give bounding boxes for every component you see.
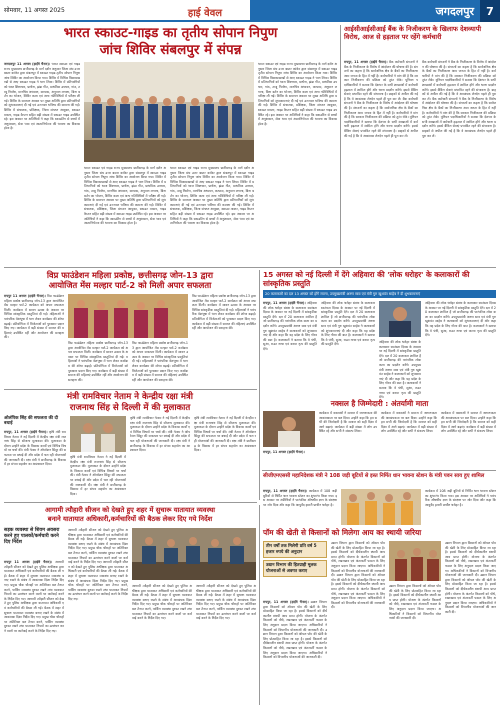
headline-antaryami: नक्सल है जिम्मेदारी : अंतर्यामी माता: [330, 399, 429, 408]
story-vipra-body-col4: विप्र फाउंडेशन महिला प्रकोष्ठ छत्तीसगढ़ जोन-13 द्वारा आयोजित मेंस मल्हार पार्ट-2 कार्यक्रम को अपार सफलता मिली। कार्यक्रम में सावन उत्सव के अवसर पर विभिन्न सांस्कृतिक प्रस्तुतियां दी गई। महिलाओं ने पारंपरिक वेशभूषा में भाग लेकर कार्यक्रम की शोभा बढ़ाई। प्रतियोगिता में विजेताओं को पुरस्कार प्रदान किए गए। कार्यक्रम में बड़ी संख्या में समाज की महिलाएं उपस्थित रहीं और आयोजन की सराहना की।: [192, 294, 256, 331]
story-palm-body-col1: रायपुर, 11 अगस्त (हाईवे चैनल)। उद्यान विभाग द्वारा किसानों को ऑयल पॉम की खेती के लिए प्रोत्साहित किया जा रहा है। इससे किसानों को दीर्घकालीन स्थायी आय प्राप्त होगी। योजना के अंतर्गत किसानों को पौधे, रखरखाव एवं अंतरवर्ती फसल के लिए अनुदान प्रदान किया जाएगा। अधिकारियों ने किसानों को विभागीय योजनाओं की जानकारी दी। उद्यान विभाग द्वारा किसानों को ऑयल पॉम की खेती के लिए प्रोत्साहित किया जा रहा है। इससे किसानों को दीर्घकालीन स्थायी आय प्राप्त होगी। योजना के अंतर्गत किसानों को पौधे, रखरखाव एवं अंतरवर्ती फसल के लिए अनुदान प्रदान किया जाएगा। अधिकारियों ने किसानों को विभागीय योजनाओं की जानकारी दी।: [263, 600, 327, 660]
story-herbal-body-col2: कार्यक्रम में 108 जड़ी बूटियों से निर्मित धान भावना स्टेशन का शुभारंभ किया गया। इस अवसर पर अतिथियों ने पारंपरिक औषधीय ज्ञान के संरक्षण पर जोर दिया और कहा कि आयुर्वेद हमारी प्राचीन धरोहर है।: [425, 489, 496, 507]
story-palm-body-col4: उद्यान विभाग द्वारा किसानों को ऑयल पॉम की खेती के लिए प्रोत्साहित किया जा रहा है। इससे किसानों को दीर्घकालीन स्थायी आय प्राप्त होगी। योजना के अंतर्गत किसानों को पौधे, रखरखाव एवं अंतरवर्ती फसल के लिए अनुदान प्रदान किया जाएगा। अधिकारियों ने किसानों को विभागीय योजनाओं की जानकारी दी। उद्यान विभाग द्वारा किसानों को ऑयल पॉम की खेती के लिए प्रोत्साहित किया जा रहा है। इससे किसानों को दीर्घकालीन स्थायी आय प्राप्त होगी। योजना के अंतर्गत किसानों को पौधे, रखरखाव एवं अंतरवर्ती फसल के लिए अनुदान प्रदान किया जाएगा। अधिकारियों ने किसानों को विभागीय योजनाओं की जानकारी दी।: [445, 541, 496, 614]
photo-vipra-event: [68, 294, 188, 338]
subhead-palm-2: उद्यान विभाग की हितग्राही मूलक योजनाओं से अवगत कराए: [263, 560, 327, 577]
story-lok-body-col1: रायपुर, 11 अगस्त (हाईवे चैनल)। अहिवारा की लोक धरोहर संस्था के कलाकार स्वतंत्रता दिवस के अवसर पर नई दिल्ली में सांस्कृतिक प्रस्तुति देंगे। दल में 20 कलाकार शामिल हैं जो छत्तीसगढ़ की पारंपरिक लोक कला का प्रदर्शन करेंगे। उपमुख्यमंत्री अरुण साव एवं मंत्री गुरु खुशवंत साहेब ने कलाकारों को शुभकामनाएं दी और कहा कि यह प्रदेश के लिए गौरव की बात है। कलाकारों ने बताया कि वे पंथी, सुआ, राउत नाचा एवं करमा नृत्य की प्रस्तुति देंगे।: [263, 301, 317, 351]
subhead-palm-1: तीन वर्षों तक मिलेगी प्रति वर्ष 5 हजार रुपये की अनुदान: [263, 541, 327, 558]
story-antaryami-body-col4: कार्यक्रम में वक्ताओं ने समाज में जागरूकता की आवश्यकता पर बल दिया। उन्होंने कहा कि हम सभी की जिम्मेदारी है कि समाज को सही दिशा में आगे बढ़ाएं। कार्यक्रम में बड़ी संख्या में लोग उपस्थित रहे और सभी ने संकल्प लिया।: [441, 411, 496, 434]
story-bank-strike: [344, 25, 496, 41]
story-lok-dharohar: [263, 270, 496, 288]
page-header: [0, 0, 500, 22]
story-scout-body-col2: भारत स्काउट एवं गाइड राज्य मुख्यालय छत्तीसगढ़ के मार्ग दर्शन अनुसार जिला संघ उत्तर बस्तर कांकेर द्वारा संबलपुर में स्काउट गाइड तृतीय सोपान निपुण जांच शिविर का आयोजन किया गया। शिविर में विभिन्न विकासखण्डों से आए स्काउट गाइड ने भाग लिया। शिविर में प्रतिभागियों को ध्वज शिष्टाचार, प्रार्थना, झंडा गीत, प्राथमिक उपचार, गांठ, तम्बू निर्माण, मानचित्र अध्ययन, कम्पास, अनुमान लगाना, बिना बर्तन का भोजन, शिविर कला एवं अन्य गतिविधियों में परीक्षा ली गई। शिविर के समापन अवसर पर मुख्य अतिथि द्वारा प्रतिभागियों को शुभकामनाएं दी गई एवं उज्ज्वल भविष्य की कामना की गई। शिविर में संचालक, प्रशिक्षक, जिला संगठन आयुक्त, स्काउट मास्टर, गाइड कैप्टन सहित बड़ी संख्या में स्काउट गाइड उपस्थित रहे। इस अवसर पर अतिथियों ने कहा कि स्काउटिंग से बच्चों में अनुशासन, सेवा भाव एवं आत्मनिर्भरता की भावना का विकास होता है।: [84, 166, 167, 226]
story-lok-body-col2: अहिवारा की लोक धरोहर संस्था के कलाकार स्वतंत्रता दिवस के अवसर पर नई दिल्ली में सांस्कृतिक प्रस्तुति देंगे। दल में 20 कलाकार शामिल हैं जो छत्तीसगढ़ की पारंपरिक लोक कला का प्रदर्शन करेंगे। उपमुख्यमंत्री अरुण साव एवं मंत्री गुरु खुशवंत साहेब ने कलाकारों को शुभकामनाएं दी और कहा कि यह प्रदेश के लिए गौरव की बात है। कलाकारों ने बताया कि वे पंथी, सुआ, राउत नाचा एवं करमा नृत्य की प्रस्तुति देंगे।: [321, 301, 375, 347]
story-bank-body-col2: बैंक कर्मचारी संगठनों ने बैंक के निजीकरण के विरोध में आंदोलन की घोषणा की है। संगठनों का कहना है कि सार्वजनिक क्षेत्र के बैंकों का निजीकरण आम जनता के हित में नहीं है। कर्मचारियों ने मांग की है कि सरकार निजीकरण की प्रक्रिया को तुरंत रोके। यूनियन पदाधिकारियों ने बताया कि देशभर के सभी शाखाओं में कर्मचारी हड़ताल में शामिल होंगे और धरना प्रदर्शन करेंगे। इससे बैंकिंग सेवाएं प्रभावित रहने की संभावना है। ग्राहकों से अपील की गई है कि वे आवश्यक लेनदेन पहले ही पूरा कर लें। बैंक कर्मचारी संगठनों ने बैंक के निजीकरण के विरोध में आंदोलन की घोषणा की है। संगठनों का कहना है कि सार्वजनिक क्षेत्र के बैंकों का निजीकरण आम जनता के हित में नहीं है। कर्मचारियों ने मांग की है कि सरकार निजीकरण की प्रक्रिया को तुरंत रोके। यूनियन पदाधिकारियों ने बताया कि देशभर के सभी शाखाओं में कर्मचारी हड़ताल में शामिल होंगे और धरना प्रदर्शन करेंगे। इससे बैंकिंग सेवाएं प्रभावित रहने की संभावना है। ग्राहकों से अपील की गई है कि वे आवश्यक लेनदेन पहले ही पूरा कर लें।: [422, 60, 496, 138]
horizontal-divider: [262, 470, 496, 471]
horizontal-divider: [4, 389, 257, 390]
city-band: [250, 0, 480, 22]
horizontal-divider: [4, 502, 257, 503]
photo-lok-artists: [379, 301, 421, 337]
story-palm-body-col3: उद्यान विभाग द्वारा किसानों को ऑयल पॉम की खेती के लिए प्रोत्साहित किया जा रहा है। इससे किसानों को दीर्घकालीन स्थायी आय प्राप्त होगी। योजना के अंतर्गत किसानों को पौधे, रखरखाव एवं अंतरवर्ती फसल के लिए अनुदान प्रदान किया जाएगा। अधिकारियों ने किसानों को विभागीय योजनाओं की जानकारी दी।: [389, 584, 441, 621]
story-traffic: [4, 506, 256, 525]
headline-bank-strike: आईसीआईसीआई बैंक के निजीकरण के खिलाफ देशव्यापी विरोध, आज से हड़ताल पर रहेंगे कर्मचारी: [344, 25, 482, 42]
story-antaryami-body-col2: कार्यक्रम में वक्ताओं ने समाज में जागरूकता की आवश्यकता पर बल दिया। उन्होंने कहा कि हम सभी की जिम्मेदारी है कि समाज को सही दिशा में आगे बढ़ाएं। कार्यक्रम में बड़ी संख्या में लोग उपस्थित रहे और सभी ने संकल्प लिया।: [319, 411, 377, 434]
city-name: जगदलपुर: [435, 4, 474, 18]
story-traffic-body-col4: आगामी त्यौहारी सीजन को देखते हुए पुलिस अधीक्षक द्वारा यातायात अधिकारी एवं कर्मचारियों की बैठक ली गई। बैठक में शहर में सुचारू यातायात व्यवस्था बनाए रखने के संबंध में आवश्यक दिशा निर्देश दिए गए। प्रमुख चौक चौराहों पर अतिरिक्त बल तैनात करने, पार्किंग व्यवस्था दुरुस्त रखने तथा यातायात नियमों का उल्लंघन करने वालों पर कार्रवाई करने के निर्देश दिए गए।: [196, 584, 256, 621]
story-vipra-foundation: [4, 270, 256, 291]
masthead: हाई वेवल: [160, 0, 250, 22]
story-netam-body-col2: कृषि मंत्री रामविचार नेताम ने नई दिल्ली में केन्द्रीय रक्षा मंत्री राजनाथ सिंह से सौजन्य मुलाकात की। मुलाकात के दौरान उन्होंने प्रदेश के विकास कार्यों एवं विभिन्न विषयों पर चर्चा की। मंत्री नेताम ने ऑपरेशन सिंदूर की सफलता पर बधाई दी और प्रदेश में चल रही योजनाओं की जानकारी दी। रक्षा मंत्री ने छत्तीसगढ़ के विकास में हर संभव सहयोग का आश्वासन दिया।: [70, 455, 126, 496]
story-scout-body-col1: जगदलपुर 11 अगस्त (हाईवे चैनल)। भारत स्काउट एवं गाइड राज्य मुख्यालय छत्तीसगढ़ के मार्ग दर्शन अनुसार जिला संघ उत्तर बस्तर कांकेर द्वारा संबलपुर में स्काउट गाइड तृतीय सोपान निपुण जांच शिविर का आयोजन किया गया। शिविर में विभिन्न विकासखण्डों से आए स्काउट गाइड ने भाग लिया। शिविर में प्रतिभागियों को ध्वज शिष्टाचार, प्रार्थना, झंडा गीत, प्राथमिक उपचार, गांठ, तम्बू निर्माण, मानचित्र अध्ययन, कम्पास, अनुमान लगाना, बिना बर्तन का भोजन, शिविर कला एवं अन्य गतिविधियों में परीक्षा ली गई। शिविर के समापन अवसर पर मुख्य अतिथि द्वारा प्रतिभागियों को शुभकामनाएं दी गई एवं उज्ज्वल भविष्य की कामना की गई। शिविर में संचालक, प्रशिक्षक, जिला संगठन आयुक्त, स्काउट मास्टर, गाइड कैप्टन सहित बड़ी संख्या में स्काउट गाइड उपस्थित रहे। इस अवसर पर अतिथियों ने कहा कि स्काउटिंग से बच्चों में अनुशासन, सेवा भाव एवं आत्मनिर्भरता की भावना का विकास होता है।: [4, 62, 80, 131]
headline-traffic: आगामी त्यौहारी सीजन को देखते हुए शहर में सुचारू यातायात व्यवस्था बनाने यातायात अधिकारी,कर्मचारियों की बैठक लेकर दिए गये निर्देश: [45, 506, 215, 524]
story-palm-body-col2: उद्यान विभाग द्वारा किसानों को ऑयल पॉम की खेती के लिए प्रोत्साहित किया जा रहा है। इससे किसानों को दीर्घकालीन स्थायी आय प्राप्त होगी। योजना के अंतर्गत किसानों को पौधे, रखरखाव एवं अंतरवर्ती फसल के लिए अनुदान प्रदान किया जाएगा। अधिकारियों ने किसानों को विभागीय योजनाओं की जानकारी दी। उद्यान विभाग द्वारा किसानों को ऑयल पॉम की खेती के लिए प्रोत्साहित किया जा रहा है। इससे किसानों को दीर्घकालीन स्थायी आय प्राप्त होगी। योजना के अंतर्गत किसानों को पौधे, रखरखाव एवं अंतरवर्ती फसल के लिए अनुदान प्रदान किया जाएगा। अधिकारियों ने किसानों को विभागीय योजनाओं की जानकारी दी।: [331, 541, 385, 610]
story-antaryami-body-col3: कार्यक्रम में वक्ताओं ने समाज में जागरूकता की आवश्यकता पर बल दिया। उन्होंने कहा कि हम सभी की जिम्मेदारी है कि समाज को सही दिशा में आगे बढ़ाएं। कार्यक्रम में बड़ी संख्या में लोग उपस्थित रहे और सभी ने संकल्प लिया।: [381, 411, 437, 434]
subhead-netam: ओलंपिक सिंह की सफलता की दी बधाई: [4, 416, 59, 427]
story-traffic-body-col2: आगामी त्यौहारी सीजन को देखते हुए पुलिस अधीक्षक द्वारा यातायात अधिकारी एवं कर्मचारियों की बैठक ली गई। बैठक में शहर में सुचारू यातायात व्यवस्था बनाए रखने के संबंध में आवश्यक दिशा निर्देश दिए गए। प्रमुख चौक चौराहों पर अतिरिक्त बल तैनात करने, पार्किंग व्यवस्था दुरुस्त रखने तथा यातायात नियमों का उल्लंघन करने वालों पर कार्रवाई करने के निर्देश दिए गए। आगामी त्यौहारी सीजन को देखते हुए पुलिस अधीक्षक द्वारा यातायात अधिकारी एवं कर्मचारियों की बैठक ली गई। बैठक में शहर में सुचारू यातायात व्यवस्था बनाए रखने के संबंध में आवश्यक दिशा निर्देश दिए गए। प्रमुख चौक चौराहों पर अतिरिक्त बल तैनात करने, पार्किंग व्यवस्था दुरुस्त रखने तथा यातायात नियमों का उल्लंघन करने वालों पर कार्रवाई करने के निर्देश दिए गए।: [68, 528, 128, 601]
horizontal-divider: [4, 267, 496, 268]
story-herbal-body-col1: रायपुर, 11 अगस्त (हाईवे चैनल)। कार्यक्रम में 108 जड़ी बूटियों से निर्मित धान भावना स्टेशन का शुभारंभ किया गया। इस अवसर पर अतिथियों ने पारंपरिक औषधीय ज्ञान के संरक्षण पर जोर दिया और कहा कि आयुर्वेद हमारी प्राचीन धरोहर है।: [263, 489, 337, 507]
column-divider: [259, 505, 260, 705]
headline-vipra-foundation: विप्र फाउंडेशन महिला प्रकोष्ठ, छत्तीसगढ़ जोन-13 द्वारा आयोजित मेंस मल्हार पार्ट-2 को मिली अपार सफलता: [46, 270, 214, 291]
story-vipra-body-col2: विप्र फाउंडेशन महिला प्रकोष्ठ छत्तीसगढ़ जोन-13 द्वारा आयोजित मेंस मल्हार पार्ट-2 कार्यक्रम को अपार सफलता मिली। कार्यक्रम में सावन उत्सव के अवसर पर विभिन्न सांस्कृतिक प्रस्तुतियां दी गई। महिलाओं ने पारंपरिक वेशभूषा में भाग लेकर कार्यक्रम की शोभा बढ़ाई। प्रतियोगिता में विजेताओं को पुरस्कार प्रदान किए गए। कार्यक्रम में बड़ी संख्या में समाज की महिलाएं उपस्थित रहीं और आयोजन की सराहना की।: [68, 341, 128, 382]
subhead-palm-box: [263, 541, 327, 577]
photo-netam-rajnath: [70, 416, 126, 452]
subhead-lok-dharohar: 20 कलाकारों का दल 13 अगस्त को होंगे रवाना, उपमुख्यमंत्री अरुण साव एवं मंत्री गुरु खुशवंत साहेब ने दी शुभकामनाएं: [265, 292, 421, 296]
column-divider: [259, 270, 260, 500]
story-antaryami-body-col1: रायपुर, 11 अगस्त (हाईवे चैनल)।: [263, 450, 305, 454]
story-lok-body-col4: अहिवारा की लोक धरोहर संस्था के कलाकार स्वतंत्रता दिवस के अवसर पर नई दिल्ली में सांस्कृतिक प्रस्तुति देंगे। दल में 20 कलाकार शामिल हैं जो छत्तीसगढ़ की पारंपरिक लोक कला का प्रदर्शन करेंगे। उपमुख्यमंत्री अरुण साव एवं मंत्री गुरु खुशवंत साहेब ने कलाकारों को शुभकामनाएं दी और कहा कि यह प्रदेश के लिए गौरव की बात है। कलाकारों ने बताया कि वे पंथी, सुआ, राउत नाचा एवं करमा नृत्य की प्रस्तुति देंगे।: [425, 301, 496, 338]
story-scout-body-col4: भारत स्काउट एवं गाइड राज्य मुख्यालय छत्तीसगढ़ के मार्ग दर्शन अनुसार जिला संघ उत्तर बस्तर कांकेर द्वारा संबलपुर में स्काउट गाइड तृतीय सोपान निपुण जांच शिविर का आयोजन किया गया। शिविर में विभिन्न विकासखण्डों से आए स्काउट गाइड ने भाग लिया। शिविर में प्रतिभागियों को ध्वज शिष्टाचार, प्रार्थना, झंडा गीत, प्राथमिक उपचार, गांठ, तम्बू निर्माण, मानचित्र अध्ययन, कम्पास, अनुमान लगाना, बिना बर्तन का भोजन, शिविर कला एवं अन्य गतिविधियों में परीक्षा ली गई। शिविर के समापन अवसर पर मुख्य अतिथि द्वारा प्रतिभागियों को शुभकामनाएं दी गई एवं उज्ज्वल भविष्य की कामना की गई। शिविर में संचालक, प्रशिक्षक, जिला संगठन आयुक्त, स्काउट मास्टर, गाइड कैप्टन सहित बड़ी संख्या में स्काउट गाइड उपस्थित रहे। इस अवसर पर अतिथियों ने कहा कि स्काउटिंग से बच्चों में अनुशासन, सेवा भाव एवं आत्मनिर्भरता की भावना का विकास होता है।: [258, 62, 337, 126]
story-vipra-body-col3: विप्र फाउंडेशन महिला प्रकोष्ठ छत्तीसगढ़ जोन-13 द्वारा आयोजित मेंस मल्हार पार्ट-2 कार्यक्रम को अपार सफलता मिली। कार्यक्रम में सावन उत्सव के अवसर पर विभिन्न सांस्कृतिक प्रस्तुतियां दी गई। महिलाओं ने पारंपरिक वेशभूषा में भाग लेकर कार्यक्रम की शोभा बढ़ाई। प्रतियोगिता में विजेताओं को पुरस्कार प्रदान किए गए। कार्यक्रम में बड़ी संख्या में समाज की महिलाएं उपस्थित रहीं और आयोजन की सराहना की।: [132, 341, 188, 382]
headline-palm-farming: पॉम की खेती से किसानों को मिलेगा आय का स्थायी जरिया: [263, 528, 422, 537]
photo-traffic-meeting: [132, 528, 256, 580]
story-bank-body-col1: रायपुर, 11 अगस्त (हाईवे चैनल)। बैंक कर्मचारी संगठनों ने बैंक के निजीकरण के विरोध में आंदोलन की घोषणा की है। संगठनों का कहना है कि सार्वजनिक क्षेत्र के बैंकों का निजीकरण आम जनता के हित में नहीं है। कर्मचारियों ने मांग की है कि सरकार निजीकरण की प्रक्रिया को तुरंत रोके। यूनियन पदाधिकारियों ने बताया कि देशभर के सभी शाखाओं में कर्मचारी हड़ताल में शामिल होंगे और धरना प्रदर्शन करेंगे। इससे बैंकिंग सेवाएं प्रभावित रहने की संभावना है। ग्राहकों से अपील की गई है कि वे आवश्यक लेनदेन पहले ही पूरा कर लें। बैंक कर्मचारी संगठनों ने बैंक के निजीकरण के विरोध में आंदोलन की घोषणा की है। संगठनों का कहना है कि सार्वजनिक क्षेत्र के बैंकों का निजीकरण आम जनता के हित में नहीं है। कर्मचारियों ने मांग की है कि सरकार निजीकरण की प्रक्रिया को तुरंत रोके। यूनियन पदाधिकारियों ने बताया कि देशभर के सभी शाखाओं में कर्मचारी हड़ताल में शामिल होंगे और धरना प्रदर्शन करेंगे। इससे बैंकिंग सेवाएं प्रभावित रहने की संभावना है। ग्राहकों से अपील की गई है कि वे आवश्यक लेनदेन पहले ही पूरा कर लें।: [344, 60, 418, 138]
story-netam-body-col4: कृषि मंत्री रामविचार नेताम ने नई दिल्ली में केन्द्रीय रक्षा मंत्री राजनाथ सिंह से सौजन्य मुलाकात की। मुलाकात के दौरान उन्होंने प्रदेश के विकास कार्यों एवं विभिन्न विषयों पर चर्चा की। मंत्री नेताम ने ऑपरेशन सिंदूर की सफलता पर बधाई दी और प्रदेश में चल रही योजनाओं की जानकारी दी। रक्षा मंत्री ने छत्तीसगढ़ के विकास में हर संभव सहयोग का आश्वासन दिया।: [194, 416, 256, 453]
story-netam-rajnath: [4, 392, 256, 414]
story-netam-body-col3: कृषि मंत्री रामविचार नेताम ने नई दिल्ली में केन्द्रीय रक्षा मंत्री राजनाथ सिंह से सौजन्य मुलाकात की। मुलाकात के दौरान उन्होंने प्रदेश के विकास कार्यों एवं विभिन्न विषयों पर चर्चा की। मंत्री नेताम ने ऑपरेशन सिंदूर की सफलता पर बधाई दी और प्रदेश में चल रही योजनाओं की जानकारी दी। रक्षा मंत्री ने छत्तीसगढ़ के विकास में हर संभव सहयोग का आश्वासन दिया।: [130, 416, 190, 453]
headline-lok-dharohar: 15 अगस्त को नई दिल्ली में देंगे अहिवारा की 'लोक धरोहर' के कलाकारों की सांस्कृतिक प्रस्तुति: [263, 270, 470, 289]
headline-netam-rajnath: मंत्री रामविचार नेताम ने केन्द्रीय रक्षा मंत्री राजनाथ सिंह से दिल्ली में की मुलाकात: [67, 392, 193, 413]
photo-palm-officials: [389, 541, 441, 581]
story-scout-body-col3: भारत स्काउट एवं गाइड राज्य मुख्यालय छत्तीसगढ़ के मार्ग दर्शन अनुसार जिला संघ उत्तर बस्तर कांकेर द्वारा संबलपुर में स्काउट गाइड तृतीय सोपान निपुण जांच शिविर का आयोजन किया गया। शिविर में विभिन्न विकासखण्डों से आए स्काउट गाइड ने भाग लिया। शिविर में प्रतिभागियों को ध्वज शिष्टाचार, प्रार्थना, झंडा गीत, प्राथमिक उपचार, गांठ, तम्बू निर्माण, मानचित्र अध्ययन, कम्पास, अनुमान लगाना, बिना बर्तन का भोजन, शिविर कला एवं अन्य गतिविधियों में परीक्षा ली गई। शिविर के समापन अवसर पर मुख्य अतिथि द्वारा प्रतिभागियों को शुभकामनाएं दी गई एवं उज्ज्वल भविष्य की कामना की गई। शिविर में संचालक, प्रशिक्षक, जिला संगठन आयुक्त, स्काउट मास्टर, गाइड कैप्टन सहित बड़ी संख्या में स्काउट गाइड उपस्थित रहे। इस अवसर पर अतिथियों ने कहा कि स्काउटिंग से बच्चों में अनुशासन, सेवा भाव एवं आत्मनिर्भरता की भावना का विकास होता है।: [170, 166, 254, 226]
story-netam-body-col1: रायपुर, 11 अगस्त (हाईवे चैनल)। कृषि मंत्री रामविचार नेताम ने नई दिल्ली में केन्द्रीय रक्षा मंत्री राजनाथ सिंह से सौजन्य मुलाकात की। मुलाकात के दौरान उन्होंने प्रदेश के विकास कार्यों एवं विभिन्न विषयों पर चर्चा की। मंत्री नेताम ने ऑपरेशन सिंदूर की सफलता पर बधाई दी और प्रदेश में चल रही योजनाओं की जानकारी दी। रक्षा मंत्री ने छत्तीसगढ़ के विकास में हर संभव सहयोग का आश्वासन दिया।: [4, 430, 66, 467]
subhead-lok-dharohar-band: [263, 290, 496, 298]
story-vipra-body-col1: रायपुर 11 अगस्त (हाईवे चैनल)। विप्र फाउंडेशन महिला प्रकोष्ठ छत्तीसगढ़ जोन-13 द्वारा आयोजित मेंस मल्हार पार्ट-2 कार्यक्रम को अपार सफलता मिली। कार्यक्रम में सावन उत्सव के अवसर पर विभिन्न सांस्कृतिक प्रस्तुतियां दी गई। महिलाओं ने पारंपरिक वेशभूषा में भाग लेकर कार्यक्रम की शोभा बढ़ाई। प्रतियोगिता में विजेताओं को पुरस्कार प्रदान किए गए। कार्यक्रम में बड़ी संख्या में समाज की महिलाएं उपस्थित रहीं और आयोजन की सराहना की।: [4, 294, 64, 340]
page-number: 7: [480, 0, 500, 22]
headline-scout-guide: भारत स्काउट-गाइड का तृतीय सोपान निपुण जांच शिविर संबलपुर में संपन्न: [63, 25, 278, 58]
subhead-traffic: सड़क व्यवस्था से शिवम अवसरा करने हुए पालकों/कर्मचारी करने दिए निर्देश: [4, 528, 60, 545]
headline-herbal: सीजीएमएससी महानिदेशक मंत्री ने 108 जड़ी बूटियों से इस्त निर्मित धान भावना स्टेशन के मंत्री पवन साय हुए शामिल: [263, 473, 485, 479]
story-palm-farming: [263, 528, 496, 537]
photo-herbal-event: [341, 489, 421, 525]
story-traffic-body-col3: आगामी त्यौहारी सीजन को देखते हुए पुलिस अधीक्षक द्वारा यातायात अधिकारी एवं कर्मचारियों की बैठक ली गई। बैठक में शहर में सुचारू यातायात व्यवस्था बनाए रखने के संबंध में आवश्यक दिशा निर्देश दिए गए। प्रमुख चौक चौराहों पर अतिरिक्त बल तैनात करने, पार्किंग व्यवस्था दुरुस्त रखने तथा यातायात नियमों का उल्लंघन करने वालों पर कार्रवाई करने के निर्देश दिए गए।: [132, 584, 192, 621]
story-herbal: [263, 473, 496, 480]
column-divider: [340, 25, 341, 265]
story-traffic-body-col1: रायपुर 11 अगस्त (हाईवे चैनल)। आगामी त्यौहारी सीजन को देखते हुए पुलिस अधीक्षक द्वारा यातायात अधिकारी एवं कर्मचारियों की बैठक ली गई। बैठक में शहर में सुचारू यातायात व्यवस्था बनाए रखने के संबंध में आवश्यक दिशा निर्देश दिए गए। प्रमुख चौक चौराहों पर अतिरिक्त बल तैनात करने, पार्किंग व्यवस्था दुरुस्त रखने तथा यातायात नियमों का उल्लंघन करने वालों पर कार्रवाई करने के निर्देश दिए गए। आगामी त्यौहारी सीजन को देखते हुए पुलिस अधीक्षक द्वारा यातायात अधिकारी एवं कर्मचारियों की बैठक ली गई। बैठक में शहर में सुचारू यातायात व्यवस्था बनाए रखने के संबंध में आवश्यक दिशा निर्देश दिए गए। प्रमुख चौक चौराहों पर अतिरिक्त बल तैनात करने, पार्किंग व्यवस्था दुरुस्त रखने तथा यातायात नियमों का उल्लंघन करने वालों पर कार्रवाई करने के निर्देश दिए गए।: [4, 560, 64, 633]
issue-date: सोमवार, 11 अगस्त 2025: [0, 0, 160, 22]
photo-antaryami: [263, 411, 315, 447]
story-antaryami: [263, 399, 496, 408]
photo-scout-group: [84, 62, 254, 162]
story-lok-body-col3: अहिवारा की लोक धरोहर संस्था के कलाकार स्वतंत्रता दिवस के अवसर पर नई दिल्ली में सांस्कृतिक प्रस्तुति देंगे। दल में 20 कलाकार शामिल हैं जो छत्तीसगढ़ की पारंपरिक लोक कला का प्रदर्शन करेंगे। उपमुख्यमंत्री अरुण साव एवं मंत्री गुरु खुशवंत साहेब ने कलाकारों को शुभकामनाएं दी और कहा कि यह प्रदेश के लिए गौरव की बात है। कलाकारों ने बताया कि वे पंथी, सुआ, राउत नाचा एवं करमा नृत्य की प्रस्तुति देंगे।: [379, 340, 422, 400]
